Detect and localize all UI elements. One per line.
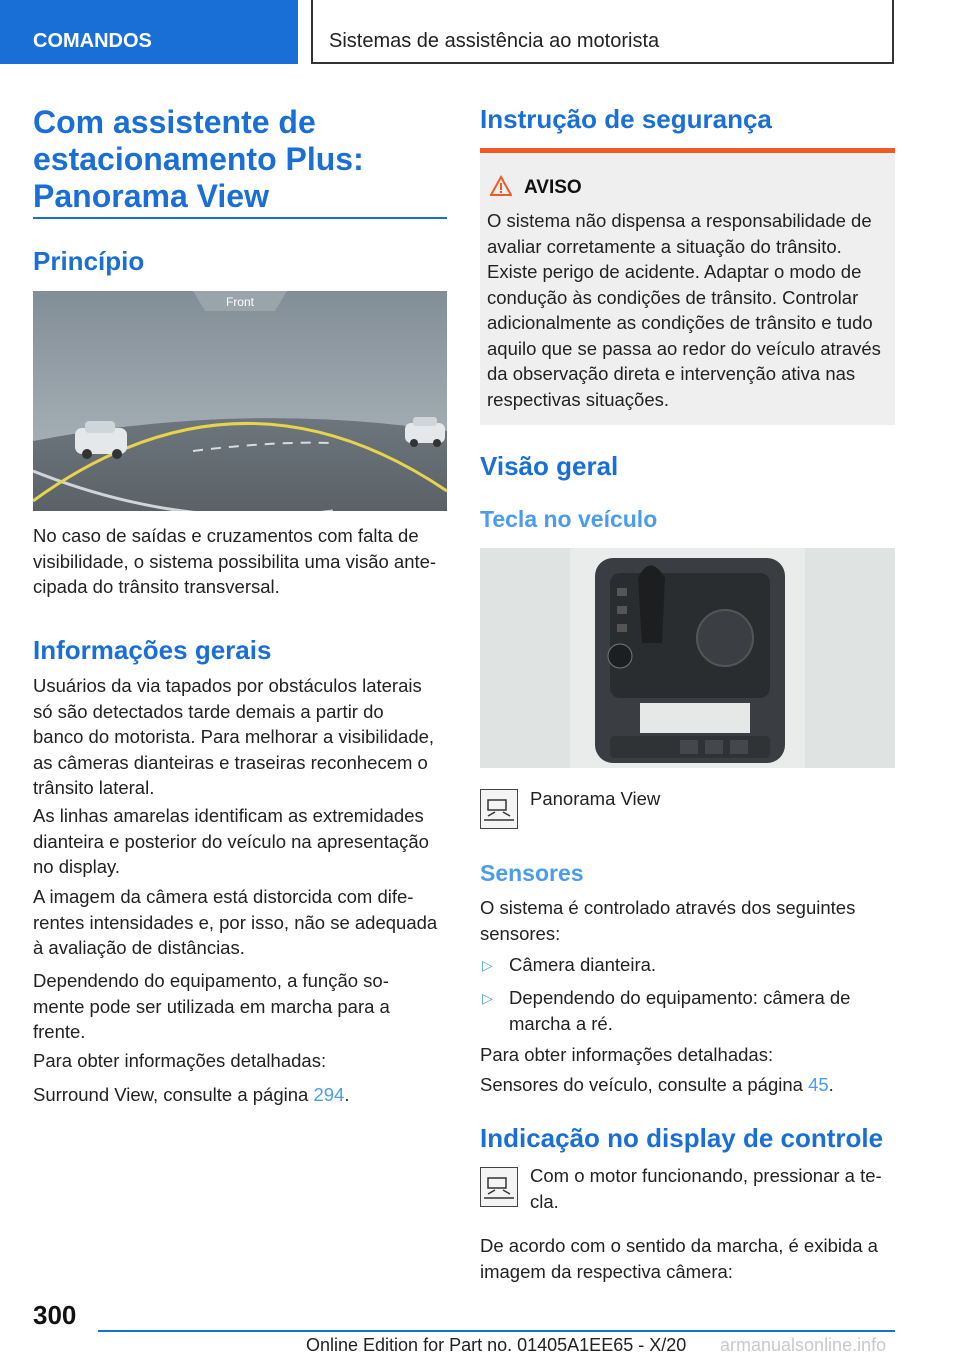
footer-divider — [98, 1330, 895, 1332]
overview-heading: Visão geral — [480, 451, 619, 481]
general-paragraph-5: Para obter informações detalhadas: — [33, 1050, 327, 1071]
camera-button[interactable] — [480, 1167, 518, 1207]
panorama-view-image — [33, 291, 447, 511]
sensor-item-front-camera: Câmera dianteira. — [509, 954, 657, 975]
front-label: Front — [225, 295, 255, 309]
camera-view-icon — [481, 790, 517, 828]
display-text: De acordo com o sentido da marcha, é exibida a imagem da respectiva câmera: — [480, 1235, 878, 1282]
sensors-more-info: Para obter informações detalhadas: — [480, 1044, 774, 1065]
chapter-tab: COMANDOS — [0, 0, 298, 64]
general-paragraph-1: Usuários da via tapados por obstáculos laterais só são detectados tarde demais a partir do banco do motorista. Para melhorar a visibilidade, as câmeras dianteiras e traseiras reconhecem o trânsito lateral. — [33, 675, 435, 798]
camera-view-icon — [481, 1168, 517, 1206]
edition-text: Online Edition for Part no. 01405A1EE65 - X/20 — [306, 1335, 687, 1355]
page-link-45[interactable]: 45 — [808, 1074, 829, 1095]
sensor-item-rear-camera: Dependendo do equipamento: câmera de marcha a ré. — [509, 987, 851, 1034]
panorama-view-label: Panorama View — [530, 788, 661, 809]
safety-heading: Instrução de segurança — [480, 104, 772, 134]
general-paragraph-4: Dependendo do equipamento, a função so- mente pode ser utilizada em marcha para a frente. — [33, 970, 390, 1042]
warning-title: AVISO — [524, 177, 582, 198]
warning-box — [480, 148, 895, 425]
sensors-intro: O sistema é controlado através dos seguintes sensores: — [480, 897, 856, 944]
principle-paragraph: No caso de saídas e cruzamentos com falta de visibilidade, o sistema possibilita uma visão ante- cipada do trânsito transversal. — [33, 525, 437, 597]
general-paragraph-2: As linhas amarelas identificam as extremidades dianteira e posterior do veículo na apresentação no display. — [33, 805, 429, 877]
general-info-heading: Informações gerais — [33, 635, 272, 665]
display-step: Com o motor funcionando, pressionar a te- cla. — [530, 1165, 882, 1212]
controller-knob-icon — [697, 610, 753, 666]
gear-selector-icon — [638, 566, 665, 644]
warning-text: O sistema não dispensa a responsabilidade de avaliar corretamente a situação do trânsito. Existe perigo de acidente. Adaptar o modo de condução às condições de trânsito. Controlar adicionalmente as condições de trânsito e tudo aquilo que se passa ao redor do veículo através da observação direta e intervenção ativa nas respectivas situações. — [487, 210, 881, 410]
general-paragraph-3: A imagem da câmera está distorcida com dife- rentes intensidades e, por isso, não se adequada à avaliação de distâncias. — [33, 886, 438, 958]
general-paragraph-6: Surround View, consulte a página 294. — [33, 1084, 350, 1105]
display-heading: Indicação no display de controle — [480, 1123, 884, 1153]
bullet-triangle-icon: ▷ — [482, 957, 493, 973]
title-divider — [33, 217, 447, 219]
page-link-294[interactable]: 294 — [313, 1084, 345, 1105]
principle-heading: Princípio — [33, 246, 145, 276]
panorama-view-button[interactable] — [480, 789, 518, 829]
key-in-vehicle-heading: Tecla no veículo — [480, 506, 658, 532]
main-title: Com assistente de estacionamento Plus: Panorama View — [33, 104, 364, 214]
center-console-image — [480, 548, 895, 768]
warning-triangle-icon — [490, 175, 512, 197]
start-stop-button-icon — [608, 644, 632, 668]
sensors-reference: Sensores do veículo, consulte a página 45. — [480, 1074, 834, 1095]
section-title: Sistemas de assistência ao motorista — [311, 0, 894, 64]
watermark: armanualsonline.info — [720, 1335, 887, 1355]
bullet-triangle-icon: ▷ — [482, 990, 493, 1006]
sensors-heading: Sensores — [480, 860, 584, 886]
page-number: 300 — [33, 1300, 77, 1330]
